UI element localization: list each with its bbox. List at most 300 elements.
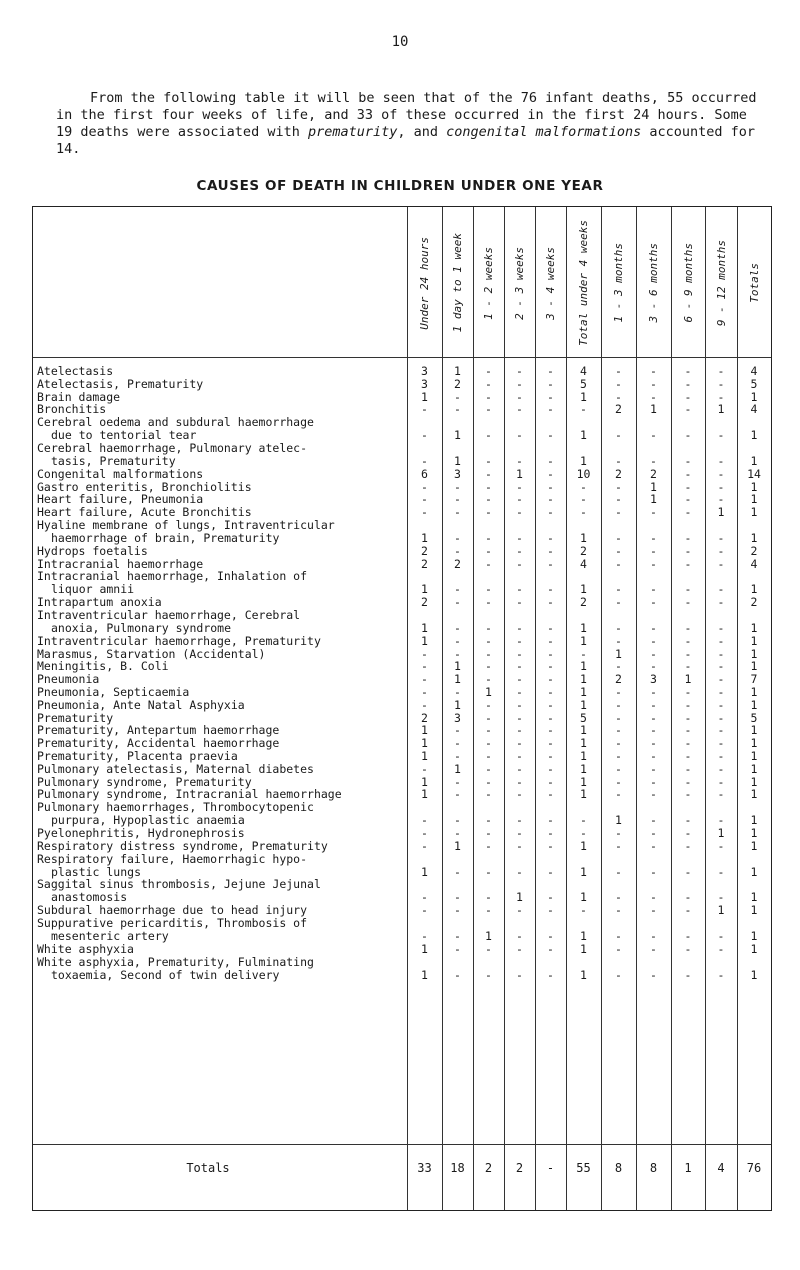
table-row bbox=[33, 956, 771, 981]
table-cell: - bbox=[615, 454, 622, 468]
table-cell: - bbox=[615, 697, 622, 712]
table-cell: 14 bbox=[747, 466, 761, 481]
table-cell: 1 bbox=[650, 479, 657, 494]
cause-label: Suppurative pericarditis, Thrombosis of bbox=[37, 916, 308, 930]
table-cell: - bbox=[454, 621, 461, 635]
table-cell: - bbox=[516, 646, 523, 661]
table-row bbox=[33, 673, 771, 685]
table-cell: 2 bbox=[580, 595, 587, 610]
table-cell: 1 bbox=[750, 659, 758, 674]
table-cell: 1 bbox=[580, 582, 587, 597]
table-cell: - bbox=[615, 621, 622, 635]
table-cell: - bbox=[485, 376, 492, 391]
table-cell: - bbox=[547, 864, 554, 879]
table-cell: - bbox=[547, 364, 554, 378]
table-cell: - bbox=[717, 466, 725, 481]
table-cell: - bbox=[516, 710, 523, 725]
cause-label: Intraventricular haemorrhage, Cerebral bbox=[37, 608, 301, 622]
table-cell: - bbox=[547, 479, 554, 494]
cause-of-death bbox=[37, 468, 407, 481]
table-cell: - bbox=[547, 813, 554, 828]
table-cell: 1 bbox=[750, 838, 758, 853]
table-cell: - bbox=[615, 774, 622, 789]
cause-label: Respiratory distress syndrome, Prematurity bbox=[37, 838, 328, 853]
table-cell: - bbox=[516, 505, 523, 520]
totals-cell: 2 bbox=[515, 1161, 524, 1175]
cause-label: Pulmonary syndrome, Prematurity bbox=[37, 774, 252, 789]
table-cell: - bbox=[421, 659, 428, 674]
table-cell: 1 bbox=[580, 787, 587, 802]
table-cell: - bbox=[650, 813, 657, 828]
table-cell: - bbox=[547, 685, 554, 699]
table-cell: - bbox=[684, 890, 692, 905]
column-header bbox=[442, 213, 473, 353]
table-cell: 3 bbox=[454, 710, 461, 725]
table-cell: - bbox=[650, 543, 657, 558]
totals-label: Totals bbox=[186, 1161, 230, 1175]
table-cell: 1 bbox=[580, 672, 587, 687]
table-cell: - bbox=[650, 364, 657, 378]
cause-label: Pneumonia, Ante Natal Asphyxia bbox=[37, 697, 245, 712]
column-header-label: 2 - 3 weeks bbox=[513, 246, 526, 320]
table-cell: - bbox=[485, 723, 492, 738]
table-cell: - bbox=[650, 376, 657, 391]
table-cell: - bbox=[547, 672, 554, 687]
table-cell: - bbox=[717, 736, 725, 751]
table-cell: 1 bbox=[421, 774, 428, 789]
table-cell: - bbox=[547, 402, 554, 417]
table-cell: - bbox=[516, 428, 523, 443]
table-cell: 2 bbox=[615, 402, 622, 417]
table-cell: - bbox=[650, 903, 657, 918]
table-row bbox=[33, 506, 771, 518]
table-row bbox=[33, 904, 771, 916]
table-cell: - bbox=[684, 787, 692, 802]
cause-label: Cerebral oedema and subdural haemorrhage bbox=[37, 415, 314, 430]
table-cell: 1 bbox=[454, 428, 461, 443]
table-cell: - bbox=[717, 454, 725, 468]
table-cell: 1 bbox=[421, 736, 428, 751]
table-cell: - bbox=[684, 723, 692, 738]
table-cell: - bbox=[485, 556, 492, 571]
cause-of-death bbox=[37, 635, 407, 648]
table-cell: - bbox=[547, 466, 554, 481]
cause-of-death bbox=[37, 943, 407, 956]
table-cell: - bbox=[650, 838, 657, 853]
table-cell: - bbox=[615, 364, 622, 378]
table-cell: - bbox=[421, 402, 428, 417]
table-cell: 1 bbox=[750, 505, 758, 520]
column-header-label: 6 - 9 months bbox=[681, 243, 695, 323]
table-cell: 1 bbox=[580, 749, 587, 763]
table-cell: - bbox=[454, 646, 461, 661]
table-cell: - bbox=[717, 761, 725, 776]
table-cell: - bbox=[547, 826, 554, 840]
table-cell: - bbox=[516, 749, 523, 763]
table-row bbox=[33, 416, 771, 441]
table-row bbox=[33, 481, 771, 493]
table-cell: - bbox=[421, 826, 428, 840]
cause-label: Prematurity, Accidental haemorrhage bbox=[37, 736, 280, 751]
cause-label: White asphyxia, Prematurity, Fulminating bbox=[37, 954, 314, 969]
table-cell: - bbox=[650, 774, 657, 789]
table-row bbox=[33, 699, 771, 711]
table-cell: - bbox=[516, 492, 523, 507]
table-cell: - bbox=[516, 531, 523, 545]
cause-of-death bbox=[37, 878, 407, 904]
table-cell: - bbox=[516, 838, 523, 853]
table-cell: 1 bbox=[750, 582, 758, 597]
cause-label-continued: purpura, Hypoplastic anaemia bbox=[51, 813, 245, 828]
table-cell: 1 bbox=[717, 826, 725, 840]
table-cell: - bbox=[650, 633, 657, 648]
table-cell: 1 bbox=[580, 890, 587, 905]
table-cell: 1 bbox=[650, 492, 657, 507]
table-cell: 1 bbox=[454, 672, 461, 687]
table-cell: 1 bbox=[750, 967, 758, 982]
table-cell: 2 bbox=[615, 672, 622, 687]
table-cell: - bbox=[516, 761, 523, 776]
table-cell: - bbox=[421, 646, 428, 661]
table-cell: - bbox=[485, 505, 492, 520]
table-cell: - bbox=[717, 749, 725, 763]
table-cell: - bbox=[717, 672, 725, 687]
table-cell: 1 bbox=[580, 736, 587, 751]
table-cell: 1 bbox=[485, 929, 492, 943]
table-cell: - bbox=[717, 864, 725, 879]
table-cell: - bbox=[615, 505, 622, 520]
table-cell: 1 bbox=[750, 826, 758, 840]
table-cell: 1 bbox=[750, 531, 758, 545]
intro-text-2: , and bbox=[397, 124, 447, 140]
table-cell: - bbox=[454, 492, 461, 507]
cause-label: Heart failure, Acute Bronchitis bbox=[37, 505, 252, 520]
table-cell: - bbox=[717, 941, 725, 956]
table-cell: - bbox=[684, 402, 692, 417]
page-number: 10 bbox=[391, 34, 409, 50]
table-cell: - bbox=[650, 505, 657, 520]
table-cell: 1 bbox=[421, 787, 428, 802]
table-cell: 4 bbox=[750, 402, 758, 417]
table-cell: - bbox=[650, 595, 657, 610]
table-cell: - bbox=[717, 646, 725, 661]
table-cell: - bbox=[684, 428, 692, 443]
table-cell: - bbox=[547, 621, 554, 635]
table-cell: - bbox=[485, 402, 492, 417]
table-cell: 1 bbox=[421, 749, 428, 763]
cause-label-continued: due to tentorial tear bbox=[51, 428, 197, 443]
cause-label-continued: anoxia, Pulmonary syndrome bbox=[51, 621, 232, 635]
table-cell: - bbox=[684, 749, 692, 763]
table-cell: 1 bbox=[684, 672, 692, 687]
table-row bbox=[33, 917, 771, 942]
table-cell: - bbox=[650, 736, 657, 751]
table-cell: - bbox=[650, 685, 657, 699]
table-cell: - bbox=[684, 492, 692, 507]
column-header bbox=[737, 213, 771, 353]
table-cell: - bbox=[615, 492, 622, 507]
table-cell: - bbox=[684, 685, 692, 699]
table-cell: - bbox=[717, 479, 725, 494]
table-cell: 1 bbox=[750, 621, 758, 635]
table-cell: - bbox=[454, 813, 461, 828]
cause-label-continued: mesenteric artery bbox=[51, 929, 169, 943]
table-cell: - bbox=[615, 595, 622, 610]
table-row bbox=[33, 468, 771, 480]
table-cell: 2 bbox=[454, 376, 461, 391]
table-cell: - bbox=[547, 505, 554, 520]
table-cell: - bbox=[516, 402, 523, 417]
intro-text-1: From the following table it will be seen that of the 76 infant deaths, 55 occurred in the first four weeks of life, and 33 of these occurred in the first 24 hours. Some 19 deaths were associated with bbox=[56, 90, 757, 140]
table-cell: - bbox=[684, 864, 692, 879]
table-cell: - bbox=[650, 389, 657, 404]
column-header-label: 1 day to 1 week bbox=[451, 233, 464, 333]
table-cell: - bbox=[485, 466, 492, 481]
table-cell: - bbox=[615, 543, 622, 558]
table-cell: - bbox=[485, 582, 492, 597]
table-cell: - bbox=[454, 929, 461, 943]
table-cell: 6 bbox=[421, 466, 428, 481]
table-cell: 1 bbox=[580, 621, 587, 635]
table-cell: - bbox=[485, 428, 492, 443]
totals-cell: 55 bbox=[576, 1161, 591, 1175]
table-cell: - bbox=[615, 761, 622, 776]
table-cell: - bbox=[580, 492, 587, 507]
table-cell: 1 bbox=[454, 838, 461, 853]
table-cell: - bbox=[516, 813, 523, 828]
table-cell: - bbox=[547, 646, 554, 661]
table-row bbox=[33, 801, 771, 826]
table-cell: - bbox=[650, 697, 657, 712]
table-cell: - bbox=[454, 582, 461, 597]
table-cell: - bbox=[485, 826, 492, 840]
cause-label-continued: liquor amnii bbox=[51, 582, 135, 597]
table-cell: - bbox=[684, 903, 692, 918]
table-cell: - bbox=[547, 723, 554, 738]
table-cell: - bbox=[615, 929, 622, 943]
table-cell: - bbox=[717, 543, 725, 558]
table-cell: - bbox=[547, 492, 554, 507]
table-cell: 1 bbox=[421, 864, 428, 879]
table-cell: 1 bbox=[580, 659, 587, 674]
table-row bbox=[33, 878, 771, 903]
table-cell: - bbox=[547, 838, 554, 853]
table-cell: 1 bbox=[580, 389, 587, 404]
table-cell: 1 bbox=[421, 531, 428, 545]
table-cell: - bbox=[615, 736, 622, 751]
table-cell: 5 bbox=[580, 376, 587, 391]
table-cell: - bbox=[547, 595, 554, 610]
table-cell: - bbox=[485, 941, 492, 956]
cause-label-continued: plastic lungs bbox=[51, 864, 142, 879]
cause-label: Gastro enteritis, Bronchiolitis bbox=[37, 479, 252, 494]
column-header bbox=[671, 213, 705, 353]
cause-of-death bbox=[37, 545, 407, 558]
table-cell: 1 bbox=[580, 941, 587, 956]
table-cell: - bbox=[547, 428, 554, 443]
table-cell: - bbox=[421, 492, 428, 507]
table-row bbox=[33, 558, 771, 570]
cause-of-death bbox=[37, 840, 407, 853]
cause-label-continued: toxaemia, Second of twin delivery bbox=[51, 967, 280, 982]
cause-label: Meningitis, B. Coli bbox=[37, 659, 169, 674]
table-cell: - bbox=[717, 838, 725, 853]
table-cell: 1 bbox=[421, 389, 428, 404]
table-cell: - bbox=[684, 761, 692, 776]
table-cell: 1 bbox=[750, 890, 758, 905]
table-cell: - bbox=[650, 710, 657, 725]
table-cell: - bbox=[485, 633, 492, 648]
table-cell: - bbox=[485, 595, 492, 610]
table-cell: - bbox=[454, 774, 461, 789]
table-cell: 1 bbox=[580, 697, 587, 712]
table-cell: 1 bbox=[454, 761, 461, 776]
table-cell: 4 bbox=[580, 556, 587, 571]
table-cell: - bbox=[485, 646, 492, 661]
table-cell: - bbox=[454, 864, 461, 879]
table-cell: - bbox=[485, 364, 492, 378]
table-cell: - bbox=[421, 672, 428, 687]
table-cell: 2 bbox=[421, 710, 428, 725]
column-header bbox=[473, 213, 504, 353]
table-row bbox=[33, 750, 771, 762]
column-header bbox=[535, 213, 566, 353]
table-cell: - bbox=[650, 890, 657, 905]
table-cell: 3 bbox=[650, 672, 657, 687]
table-cell: - bbox=[615, 582, 622, 597]
table-cell: - bbox=[485, 479, 492, 494]
table-cell: 1 bbox=[750, 723, 758, 738]
table-cell: - bbox=[516, 633, 523, 648]
table-cell: - bbox=[547, 697, 554, 712]
cause-label: Hydrops foetalis bbox=[37, 543, 148, 558]
table-cell: - bbox=[485, 749, 492, 763]
table-row bbox=[33, 660, 771, 672]
table-cell: 1 bbox=[615, 813, 622, 828]
table-cell: - bbox=[684, 479, 692, 494]
totals-cell: 8 bbox=[614, 1161, 623, 1175]
table-cell: 1 bbox=[717, 402, 725, 417]
cause-label: Prematurity, Antepartum haemorrhage bbox=[37, 723, 280, 738]
table-cell: 1 bbox=[580, 838, 587, 853]
table-cell: - bbox=[454, 633, 461, 648]
table-cell: - bbox=[650, 621, 657, 635]
table-cell: - bbox=[615, 376, 622, 391]
table-cell: - bbox=[717, 710, 725, 725]
table-cell: - bbox=[684, 941, 692, 956]
table-cell: 1 bbox=[454, 659, 461, 674]
table-cell: - bbox=[454, 967, 461, 982]
cause-label: Bronchitis bbox=[37, 402, 107, 417]
table-cell: 1 bbox=[750, 774, 758, 789]
table-cell: 1 bbox=[516, 466, 523, 481]
table-cell: - bbox=[580, 826, 587, 840]
table-cell: - bbox=[485, 621, 492, 635]
table-cell: - bbox=[615, 890, 622, 905]
intro-text-3: accounted for 14. bbox=[56, 124, 756, 157]
header-divider bbox=[33, 357, 771, 358]
table-cell: - bbox=[485, 531, 492, 545]
table-cell: - bbox=[684, 389, 692, 404]
table-cell: - bbox=[547, 454, 554, 468]
table-cell: - bbox=[454, 941, 461, 956]
table-cell: - bbox=[485, 659, 492, 674]
table-cell: - bbox=[615, 838, 622, 853]
table-cell: - bbox=[547, 749, 554, 763]
table-cell: - bbox=[650, 531, 657, 545]
table-cell: - bbox=[684, 967, 692, 982]
cause-label: Intracranial haemorrhage bbox=[37, 556, 204, 571]
table-cell: 1 bbox=[421, 941, 428, 956]
table-cell: - bbox=[516, 454, 523, 468]
cause-of-death bbox=[37, 519, 407, 545]
cause-label: Intracranial haemorrhage, Inhalation of bbox=[37, 569, 308, 584]
table-cell: - bbox=[421, 697, 428, 712]
table-cell: - bbox=[485, 967, 492, 982]
table-cell: - bbox=[454, 903, 461, 918]
table-cell: - bbox=[454, 543, 461, 558]
table-cell: 1 bbox=[580, 428, 587, 443]
table-cell: - bbox=[516, 787, 523, 802]
table-cell: - bbox=[615, 864, 622, 879]
column-header bbox=[636, 213, 671, 353]
table-cell: - bbox=[650, 454, 657, 468]
table-cell: - bbox=[516, 479, 523, 494]
table-cell: 1 bbox=[750, 454, 758, 468]
table-cell: - bbox=[650, 761, 657, 776]
totals-cell: 76 bbox=[746, 1161, 762, 1175]
table-cell: - bbox=[516, 941, 523, 956]
table-row bbox=[33, 570, 771, 595]
table-cell: - bbox=[684, 466, 692, 481]
table-cell: - bbox=[717, 531, 725, 545]
table-row bbox=[33, 712, 771, 724]
column-header-label: Totals bbox=[747, 263, 761, 303]
column-header bbox=[601, 213, 636, 353]
table-cell: - bbox=[717, 723, 725, 738]
table-row bbox=[33, 391, 771, 403]
table-cell: 1 bbox=[421, 723, 428, 738]
table-cell: - bbox=[717, 492, 725, 507]
table-cell: - bbox=[516, 543, 523, 558]
table-cell: - bbox=[516, 826, 523, 840]
table-row bbox=[33, 403, 771, 415]
cause-of-death bbox=[37, 570, 407, 596]
table-cell: 1 bbox=[454, 454, 461, 468]
table-cell: - bbox=[485, 389, 492, 404]
table-cell: - bbox=[454, 749, 461, 763]
table-cell: 1 bbox=[516, 890, 523, 905]
table-cell: - bbox=[454, 685, 461, 699]
table-cell: - bbox=[684, 364, 692, 378]
table-cell: - bbox=[516, 595, 523, 610]
table-cell: - bbox=[615, 787, 622, 802]
table-cell: - bbox=[454, 787, 461, 802]
table-cell: - bbox=[650, 826, 657, 840]
table-cell: - bbox=[650, 646, 657, 661]
table-cell: - bbox=[485, 903, 492, 918]
table-cell: - bbox=[580, 813, 587, 828]
table-row bbox=[33, 737, 771, 749]
table-cell: - bbox=[485, 787, 492, 802]
table-cell: - bbox=[485, 672, 492, 687]
table-cell: - bbox=[547, 582, 554, 597]
cause-of-death bbox=[37, 609, 407, 635]
table-row bbox=[33, 545, 771, 557]
table-cell: - bbox=[580, 479, 587, 494]
cause-label: Brain damage bbox=[37, 389, 121, 404]
table-cell: - bbox=[717, 621, 725, 635]
